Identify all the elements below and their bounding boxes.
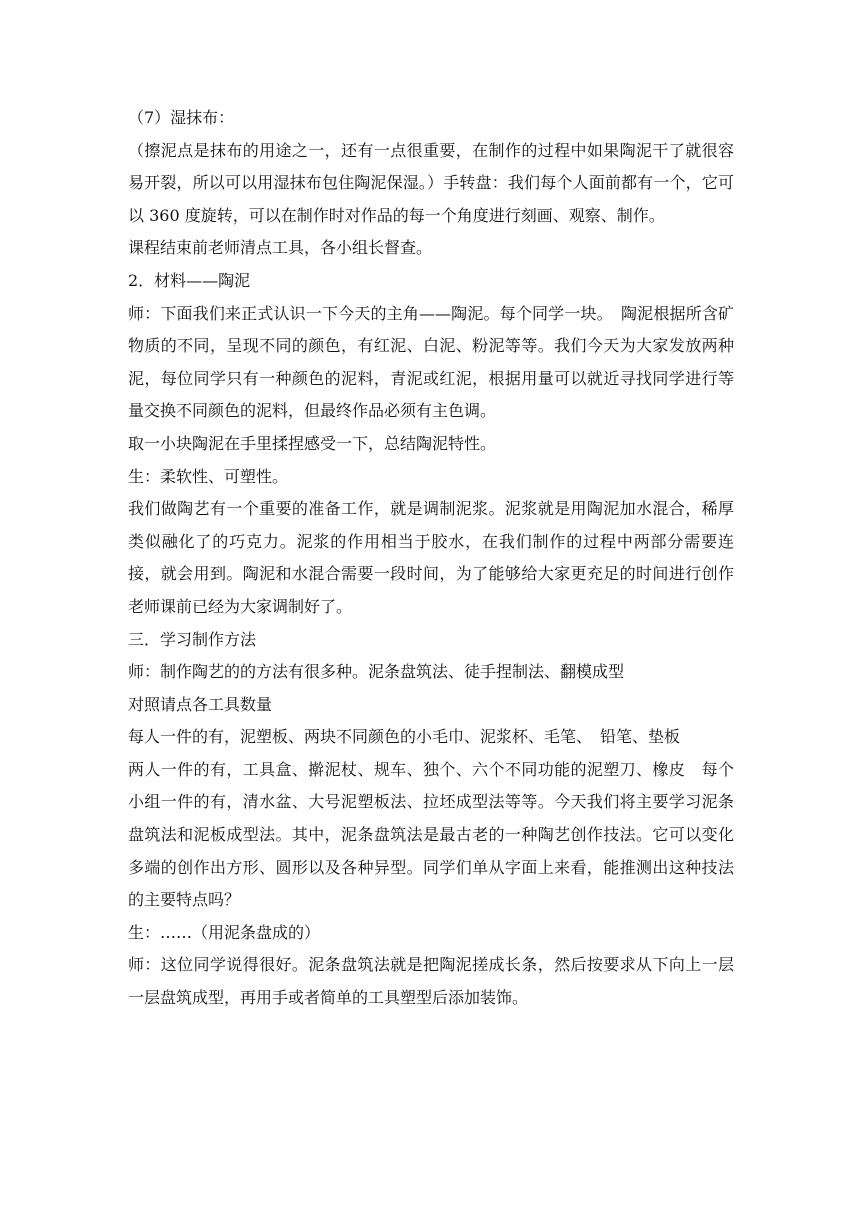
paragraph-individual-tools: 每人一件的有，泥塑板、两块不同颜色的小毛巾、泥浆杯、毛笔、 铅笔、垫板 [128,727,681,747]
paragraph-knead-clay: 取一小块陶泥在手里揉捏感受一下，总结陶泥特性。 [128,433,497,453]
paragraph-slip-preparation: 我们做陶艺有一个重要的准备工作，就是调制泥浆。泥浆就是用陶泥加水混合，稀厚类似融化了的巧克力。泥浆的作用相当于胶水，在我们制作的过程中两部分需要连接，就会用到。陶泥和水混合需要一段时间，为了能够给大家更充足的时间进行创作老师课前已经为大家调制好了。 [128,499,734,616]
paragraph-coil-method-explanation: 师：这位同学说得很好。泥条盘筑法就是把陶泥搓成长条，然后按要求从下向上一层一层盘筑成型，再用手或者简单的工具塑型后添加装饰。 [128,955,734,1008]
paragraph-tool-count: 对照请点各工具数量 [128,694,273,714]
paragraph-clay-introduction: 师：下面我们来正式认识一下今天的主角——陶泥。每个同学一块。 陶泥根据所含矿物质的不同，呈现不同的颜色，有红泥、白泥、粉泥等等。我们今天为大家发放两种泥，每位同学只有一种颜色的泥料，青泥或红泥，根据用量可以就近寻找同学进行等量交换不同颜色的泥料，但最终作品必须有主色调。 [128,303,734,421]
paragraph-methods-heading: 三．学习制作方法 [128,629,257,649]
paragraph-material-heading: 2．材料——陶泥 [128,270,251,290]
paragraph-tool-check: 课程结束前老师清点工具，各小组长督查。 [128,238,433,258]
document-body [128,102,734,1015]
paragraph-methods-list: 师：制作陶艺的的方法有很多种。泥条盘筑法、徒手捏制法、翻模成型 [128,662,625,682]
paragraph-student-answer-coil: 生：……（用泥条盘成的） [128,922,321,942]
paragraph-student-answer-properties: 生：柔软性、可塑性。 [128,466,289,486]
paragraph-shared-tools-and-coil-method: 两人一件的有，工具盒、擀泥杖、规车、独个、六个不同功能的泥塑刀、橡皮 每个小组一件的有，清水盆、大号泥塑板法、拉坯成型法等等。今天我们将主要学习泥条盘筑法和泥板成型法。其中，泥条盘筑法是最古老的一种陶艺创作技法。它可以变化多端的创作出方形、圆形以及各种异型。同学们单从字面上来看，能推测出这种技法的主要特点吗？ [128,759,734,910]
paragraph-wet-cloth-and-turntable: （擦泥点是抹布的用途之一，还有一点很重要，在制作的过程中如果陶泥干了就很容易开裂，所以可以用湿抹布包住陶泥保湿。）手转盘：我们每个人面前都有一个，它可以 360 度旋转，可以在制作时对作品的每一个角度进行刻画、观察、制作。 [128,140,734,225]
paragraph-wet-cloth-heading: （7）湿抹布： [128,108,235,127]
